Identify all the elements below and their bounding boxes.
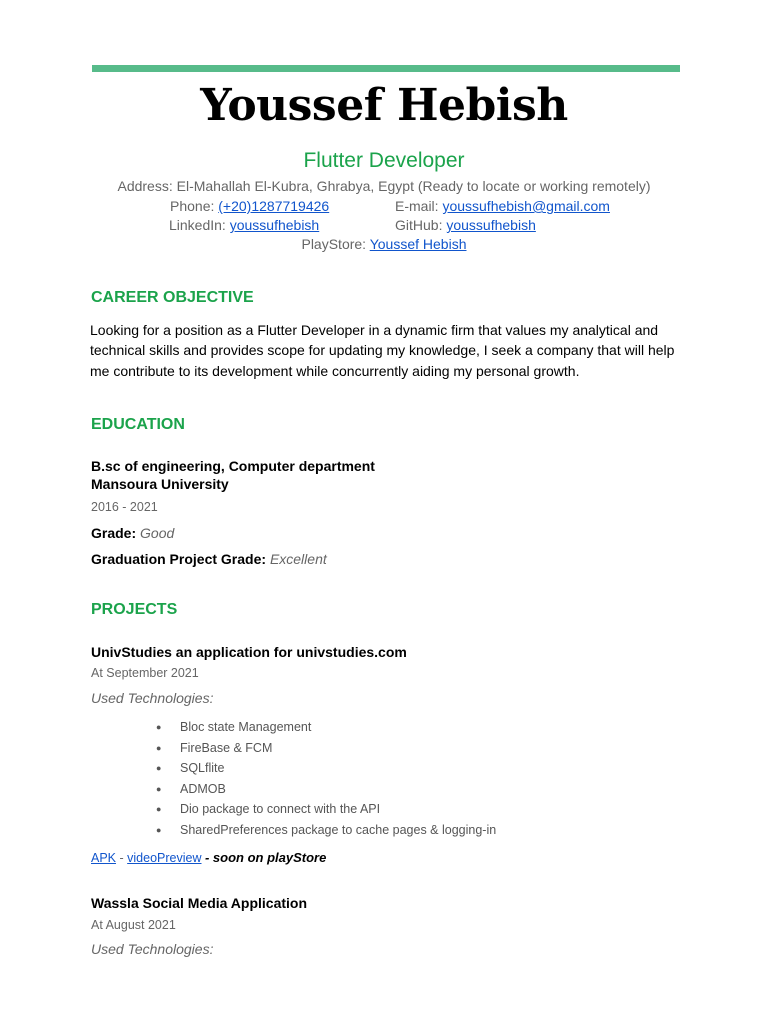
github-line <box>395 217 536 233</box>
playstore-label: PlayStore: <box>301 236 367 252</box>
address-line <box>0 178 768 194</box>
link-separator: - <box>119 851 124 865</box>
playstore-soon-note: - soon on playStore <box>204 850 327 865</box>
list-item: ● Dio package to connect with the API <box>156 799 496 820</box>
video-preview-link[interactable]: videoPreview <box>127 851 202 865</box>
phone-label: Phone: <box>170 198 215 214</box>
bullet-icon: ● <box>156 763 162 774</box>
github-link[interactable]: youssufhebish <box>446 217 536 233</box>
project-title: UnivStudies an application for univstudies.com <box>91 644 407 660</box>
career-objective-heading: CAREER OBJECTIVE <box>91 289 254 306</box>
email-link[interactable]: youssufhebish@gmail.com <box>442 198 610 214</box>
education-heading: EDUCATION <box>91 416 185 433</box>
list-item: ● SharedPreferences package to cache pages & logging-in <box>156 820 496 841</box>
header-accent-rule <box>92 65 680 72</box>
list-item: ● Bloc state Management <box>156 717 496 738</box>
used-technologies-label: Used Technologies: <box>91 941 214 957</box>
grade-value: Good <box>140 525 175 541</box>
project-date: At August 2021 <box>91 918 176 932</box>
linkedin-link[interactable]: youssufhebish <box>229 217 320 233</box>
job-title: Flutter Developer <box>303 149 465 172</box>
project-grade-line <box>91 551 327 567</box>
project-links-row <box>91 850 326 865</box>
used-technologies-label: Used Technologies: <box>91 690 214 706</box>
linkedin-label: LinkedIn: <box>169 217 226 233</box>
phone-line <box>170 198 329 214</box>
resume-name: Youssef Hebish <box>200 80 568 131</box>
university: Mansoura University <box>91 476 229 492</box>
project-date: At September 2021 <box>91 666 199 680</box>
project-grade-label: Graduation Project Grade: <box>91 551 267 567</box>
list-item: ● ADMOB <box>156 779 496 800</box>
address-label: Address: <box>117 178 173 194</box>
list-item: ● FireBase & FCM <box>156 738 496 759</box>
project-grade-value: Excellent <box>269 551 327 567</box>
bullet-icon: ● <box>156 742 162 753</box>
playstore-line <box>0 236 768 252</box>
address-value: El-Mahallah El-Kubra, Ghrabya, Egypt (Ready to locate or working remotely) <box>176 178 651 194</box>
degree: B.sc of engineering, Computer department <box>91 458 375 474</box>
projects-heading: PROJECTS <box>91 601 178 618</box>
technology-list <box>156 717 496 841</box>
bullet-icon: ● <box>156 824 162 835</box>
bullet-icon: ● <box>156 722 162 732</box>
phone-link[interactable]: (+20)1287719426 <box>218 198 330 214</box>
github-label: GitHub: <box>395 217 443 233</box>
bullet-icon: ● <box>156 783 162 794</box>
grade-line <box>91 525 174 541</box>
linkedin-line <box>169 217 319 233</box>
email-label: E-mail: <box>395 198 439 214</box>
career-objective-text: Looking for a position as a Flutter Developer in a dynamic firm that values my analytical and technical skills and provides scope for updating my knowledge, I seek a company that will help me contribute to its development while concurrently aiding my personal growth. <box>90 322 675 379</box>
bullet-icon: ● <box>156 804 162 815</box>
list-item: ● SQLflite <box>156 758 496 779</box>
email-line <box>395 198 610 214</box>
playstore-link[interactable]: Youssef Hebish <box>369 236 467 252</box>
project-title: Wassla Social Media Application <box>91 895 308 911</box>
apk-link[interactable]: APK <box>91 851 117 865</box>
education-years: 2016 - 2021 <box>91 500 158 514</box>
grade-label: Grade: <box>91 525 137 541</box>
